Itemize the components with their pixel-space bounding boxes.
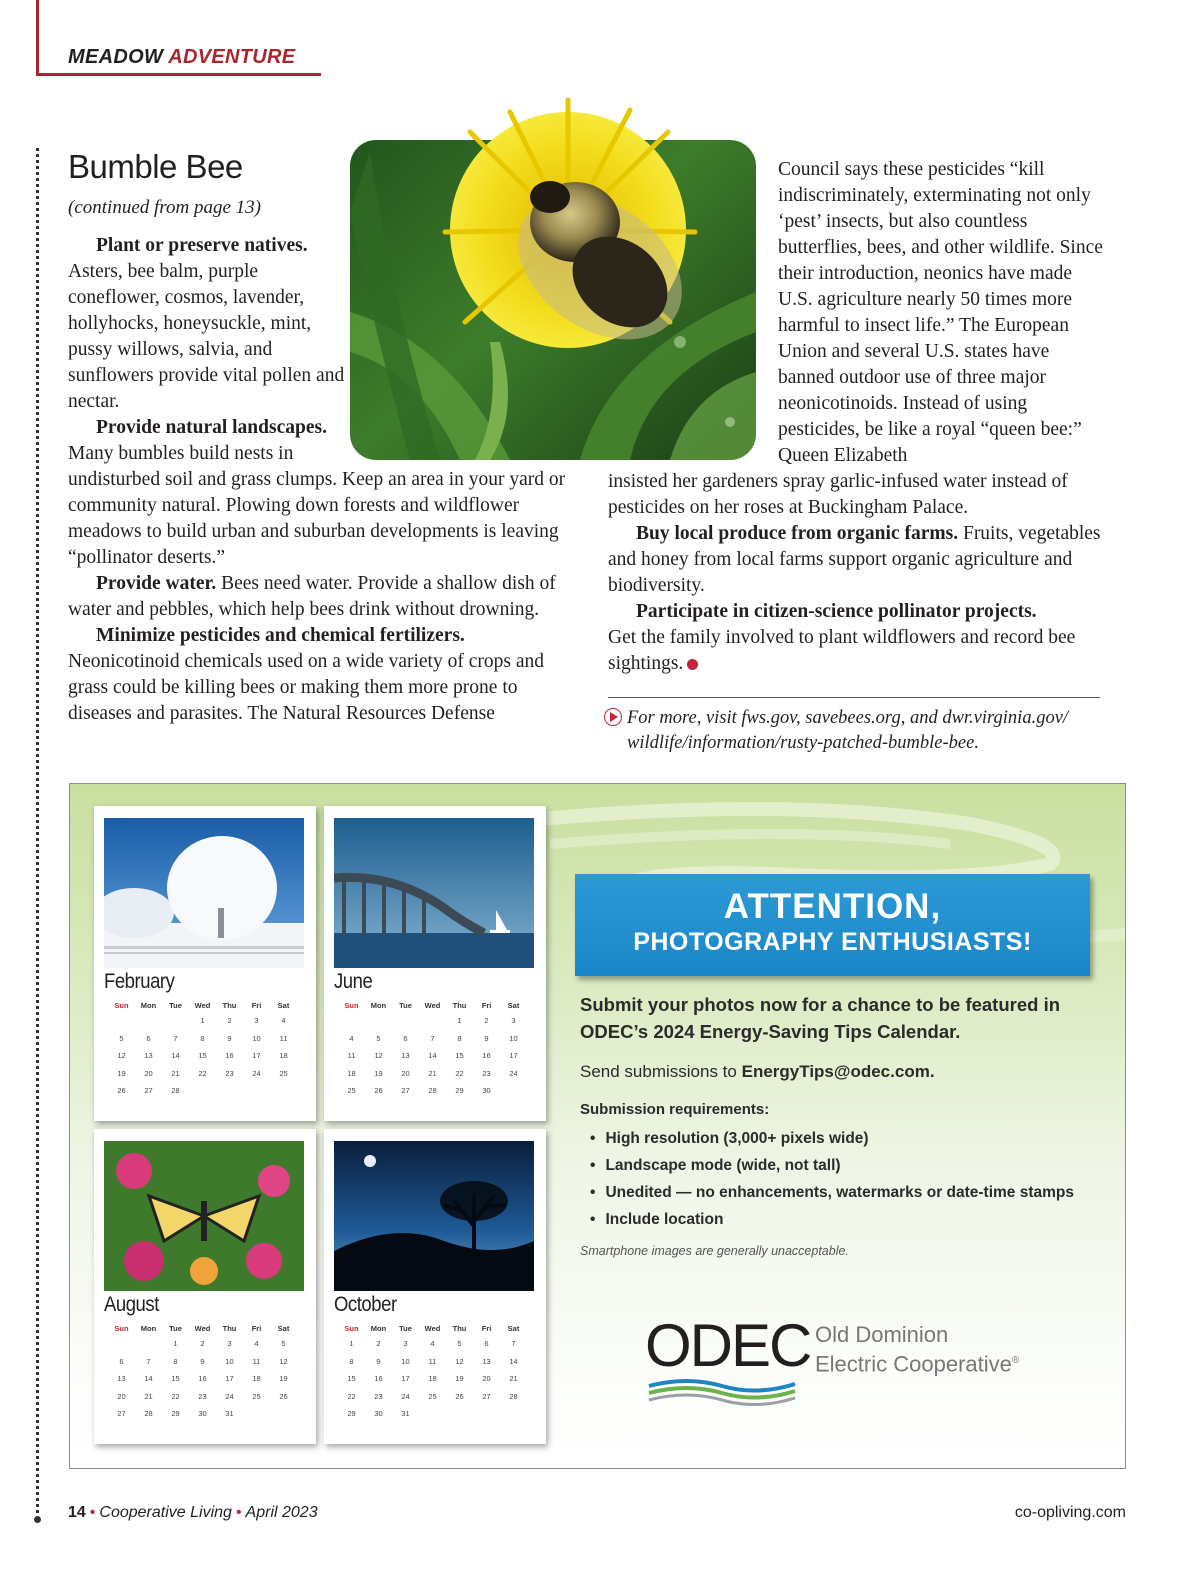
footer-folio: 14 • Cooperative Living • April 2023 — [68, 1504, 318, 1521]
week-row: 27 28 29 30 31 — [117, 1409, 234, 1419]
calendar-month: October — [334, 1293, 397, 1316]
week-row: 22 23 24 25 26 27 28 — [347, 1391, 518, 1401]
odec-photo-contest-ad — [69, 783, 1126, 1469]
requirement-item: • Include location — [590, 1206, 1110, 1233]
page-number: 14 — [68, 1504, 86, 1521]
week-row: 18 19 20 21 22 23 24 — [347, 1068, 518, 1078]
produce-paragraph: Buy local produce from organic farms. Fruits, vegetables and honey from local farms support organic agriculture and biodiversity. — [608, 523, 1101, 596]
week-row: 1 2 3 4 5 6 7 — [349, 1339, 516, 1349]
right-column-bottom — [608, 469, 1108, 677]
week-row: 6 7 8 9 10 11 12 — [119, 1356, 288, 1366]
end-of-article-dot-icon — [687, 659, 698, 670]
calendar-month: August — [104, 1293, 159, 1316]
night-tree-silhouette-photo — [334, 1141, 534, 1291]
council-continued-paragraph: insisted her gardeners spray garlic-infused water instead of pesticides on her roses at Buckingham Palace. — [608, 471, 1068, 518]
continued-note: (continued from page 13) — [68, 197, 261, 218]
week-row: 29 30 31 — [347, 1409, 410, 1419]
week-row: 1 2 3 — [457, 1016, 516, 1026]
issue-date: April 2023 — [245, 1504, 318, 1521]
play-arrow-icon — [604, 708, 622, 726]
week-row: 1 2 3 4 5 — [173, 1339, 286, 1349]
weekday-row: Sun Mon Tue Wed Thu Fri Sat — [344, 1000, 520, 1010]
water-paragraph: Provide water. Bees need water. Provide a shallow dish of water and pebbles, which help bees drink without drowning. — [68, 573, 556, 620]
magazine-name: Cooperative Living — [99, 1504, 232, 1521]
snowy-tree-photo — [104, 818, 304, 968]
section-tag-vertical-bar — [36, 0, 39, 76]
week-row: 5 6 7 8 9 10 11 — [119, 1033, 288, 1043]
butterfly-on-flowers-photo — [104, 1141, 304, 1291]
requirements-list — [590, 1125, 1110, 1233]
left-column-top — [68, 233, 348, 467]
week-row: 19 20 21 22 23 24 25 — [117, 1068, 288, 1078]
calendar-page-august — [94, 1129, 316, 1444]
citizen-heading: Participate in citizen-science pollinator projects. — [636, 601, 1037, 622]
calendar-month: June — [334, 970, 373, 993]
landscape-paragraph: undisturbed soil and grass clumps. Keep an area in your yard or community natural. Plowing down forests and wildflower meadows to build urban and suburban developments is leaving “pollinator deserts.” — [68, 469, 566, 568]
week-row: 25 26 27 28 29 30 — [347, 1086, 491, 1096]
odec-wave-icon — [647, 1376, 797, 1406]
submit-headline: Submit your photos now for a chance to be featured in ODEC’s 2024 Energy-Saving Tips Calendar. — [580, 994, 1061, 1042]
calendar-grid — [338, 1321, 528, 1423]
citizen-paragraph: Get the family involved to plant wildflowers and record bee sightings. — [608, 627, 1076, 674]
week-row: 26 27 28 — [117, 1086, 180, 1096]
right-column-top — [778, 157, 1108, 469]
water-heading: Provide water. — [96, 573, 217, 594]
calendar-page-june — [324, 806, 546, 1121]
requirement-item: • High resolution (3,000+ pixels wide) — [590, 1125, 1110, 1152]
bridge-and-sailboat-photo — [334, 818, 534, 968]
more-info-text: For more, visit fws.gov, savebees.org, and dwr.virginia.gov/ wildlife/information/rusty-patched-bumble-bee. — [627, 708, 1069, 753]
weekday-row: Sun Mon Tue Wed Thu Fri Sat — [344, 1323, 520, 1333]
submission-email: EnergyTips@odec.com. — [741, 1062, 935, 1081]
pesticides-paragraph: Minimize pesticides and chemical fertilizers. Neonicotinoid chemicals used on a wide variety of crops and grass could be killing bees or making them more prone to diseases and parasites. The Natural Resources Defense — [68, 625, 544, 724]
send-submissions-line: Send submissions to EnergyTips@odec.com. — [580, 1062, 935, 1081]
margin-dotted-rule — [36, 148, 39, 1513]
week-row: 11 12 13 14 15 16 17 — [347, 1051, 518, 1061]
produce-heading: Buy local produce from organic farms. — [636, 523, 959, 544]
calendar-month: February — [104, 970, 175, 993]
banner-line-1: ATTENTION, — [723, 887, 942, 926]
week-row: 4 5 6 7 8 9 10 — [349, 1033, 518, 1043]
calendar-page-october — [324, 1129, 546, 1444]
bumble-bee-on-dandelion-photo — [350, 92, 756, 460]
requirements-title: Submission requirements: — [580, 1101, 770, 1118]
calendar-grid — [338, 998, 528, 1100]
smartphone-note: Smartphone images are generally unacceptable. — [580, 1244, 849, 1258]
registered-mark: ® — [1011, 1355, 1020, 1366]
banner-line-2: PHOTOGRAPHY ENTHUSIASTS! — [633, 928, 1032, 956]
landscape-heading: Provide natural landscapes. — [96, 417, 327, 438]
section-tag — [20, 0, 305, 76]
section-tag-underline — [36, 73, 321, 76]
odec-logo — [645, 1314, 1065, 1414]
weekday-row: Sun Mon Tue Wed Thu Fri Sat — [114, 1323, 290, 1333]
natives-heading: Plant or preserve natives. — [96, 235, 308, 256]
natives-paragraph: Plant or preserve natives. Asters, bee balm, purple coneflower, cosmos, lavender, hollyhocks, honeysuckle, mint, pussy willows, salvia, and sunflowers provide vital pollen and nectar. — [68, 235, 345, 412]
week-row: 12 13 14 15 16 17 18 — [117, 1051, 288, 1061]
section-label: MEADOW ADVENTURE — [68, 46, 296, 68]
week-row: 20 21 22 23 24 25 26 — [117, 1391, 288, 1401]
left-column-bottom — [68, 467, 568, 727]
week-row: 1 2 3 4 — [200, 1016, 286, 1026]
requirement-item: • Landscape mode (wide, not tall) — [590, 1152, 1110, 1179]
week-row: 8 9 10 11 12 13 14 — [349, 1356, 518, 1366]
attention-banner — [575, 874, 1090, 976]
odec-full-name: Old Dominion Electric Cooperative® — [815, 1322, 1020, 1377]
calendar-grid — [108, 1321, 298, 1423]
landscape-heading-paragraph: Provide natural landscapes. Many bumbles build nests in — [68, 417, 327, 464]
odec-wordmark: ODEC — [645, 1312, 811, 1379]
calendar-grid — [108, 998, 298, 1100]
more-info-note — [604, 706, 1104, 756]
week-row: 13 14 15 16 17 18 19 — [117, 1374, 288, 1384]
requirement-item: • Unedited — no enhancements, watermarks or date-time stamps — [590, 1179, 1110, 1206]
week-row: 15 16 17 18 19 20 21 — [347, 1374, 518, 1384]
calendar-page-february — [94, 806, 316, 1121]
footer-website: co-opliving.com — [1014, 1504, 1126, 1521]
pesticides-heading: Minimize pesticides and chemical fertilizers. — [96, 625, 465, 646]
weekday-row: Sun Mon Tue Wed Thu Fri Sat — [114, 1000, 290, 1010]
more-info-rule — [608, 697, 1100, 698]
council-paragraph: Council says these pesticides “kill indiscriminately, exterminating not only ‘pest’ insects, but also countless butterflies, bees, and other wildlife. Since their introduction, neonics have made U.S. agriculture nearly 50 times more harmful to insect life.” The European Union and several U.S. states have banned outdoor use of three major neonicotinoids. Instead of using pesticides, be like a royal “queen bee:” Queen Elizabeth — [778, 159, 1103, 466]
citizen-heading-paragraph — [608, 599, 1108, 625]
article-title: Bumble Bee — [68, 148, 243, 185]
